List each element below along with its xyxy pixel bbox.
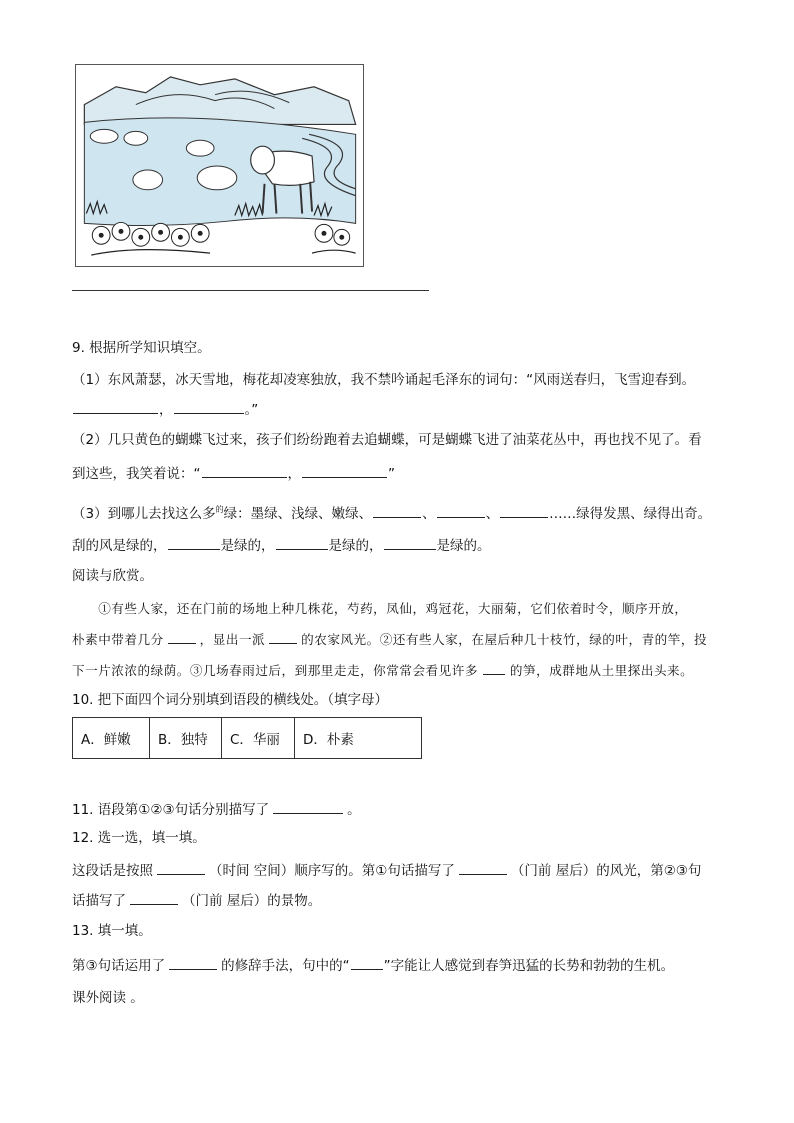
q9-p3-line1 [72,501,711,523]
p2-text: 到这些，我笑着说：“ [72,466,201,482]
q12-text: 话描写了 [72,893,126,909]
blank[interactable] [500,503,548,518]
extra-reading-heading: 课外阅读 。 [72,990,144,1006]
blank[interactable] [168,535,220,550]
passage-text: 下一片浓浓的绿荫。③几场春雨过后，到那里走走，你常常会看见许多 [72,663,478,678]
passage-text: 的笋，成群地从土里探出头来。 [509,663,694,678]
passage-line-1: ①有些人家，还在门前的场地上种几株花，芍药，凤仙，鸡冠花，大丽菊，它们依着时令，顺序开放， [72,601,688,616]
passage-text: 的农家风光。②还有些人家，在屋后种几十枝竹，绿的叶，青的竿，投 [301,632,708,647]
p3-text: （3）到哪儿去找这么多 [72,506,216,522]
blank[interactable] [202,463,287,478]
p3-text-mid: 绿：墨绿、浅绿、嫩绿、 [223,506,373,522]
blank[interactable] [437,503,485,518]
q9-title: 9. 根据所学知识填空。 [72,340,211,356]
option-a[interactable]: A．鲜嫩 [73,718,150,759]
q13-line [72,955,674,975]
q12-title: 12. 选一选，填一填。 [72,830,206,846]
p3-line2-mid: 是绿的， [220,538,275,554]
blank[interactable] [269,629,297,644]
blank[interactable] [130,890,178,905]
reading-passage [72,593,732,686]
p3-line2-end: 是绿的。 [436,538,491,554]
blank[interactable] [168,629,196,644]
q11-end: 。 [347,802,361,818]
passage-text: 朴素中带着几分 [72,632,164,647]
q11-text: 11. 语段第①②③句话分别描写了 [72,802,270,818]
q10-options-table [72,717,422,759]
separator: 、 [485,506,500,522]
passage-line-2 [72,624,732,655]
option-c[interactable]: C．华丽 [222,718,295,759]
reading-heading: 阅读与欣赏。 [72,568,153,584]
q9-p3-line2 [72,535,491,555]
q12-text: （门前 屋后）的景物。 [182,893,322,909]
q12-text: （门前 屋后）的风光，第②③句 [510,863,702,879]
q9-p2-line2 [72,463,395,483]
passage-line-3 [72,655,732,686]
q12-line2 [72,890,321,910]
blank[interactable] [459,860,507,875]
passage-text: ，显出一派 [199,632,266,647]
q12-text: 这段话是按照 [72,863,153,879]
option-d[interactable]: D．朴素 [295,718,422,759]
p3-small-char: 的 [215,505,224,514]
p3-line2-text: 刮的风是绿的， [72,538,167,554]
blank[interactable] [157,860,205,875]
blank[interactable] [302,463,387,478]
blank[interactable] [73,399,158,414]
blank[interactable] [273,799,343,814]
closing-quote: ” [388,466,395,482]
option-b[interactable]: B．独特 [150,718,222,759]
q12-line1 [72,860,701,880]
blank[interactable] [276,535,328,550]
q9-p1-line2 [72,399,258,419]
pasture-scene-image [76,65,363,266]
q12-text: （时间 空间）顺序写的。第①句话描写了 [209,863,455,879]
blank[interactable] [169,955,217,970]
answer-line[interactable] [72,290,429,291]
blank[interactable] [174,399,244,414]
separator: ， [159,402,173,418]
q11-line [72,799,361,819]
q13-text: 的修辞手法，句中的“ [221,958,350,974]
q13-title: 13. 填一填。 [72,923,152,939]
blank[interactable] [373,503,421,518]
q10-title: 10. 把下面四个词分别填到语段的横线处。（填字母） [72,692,389,708]
blank[interactable] [351,955,383,970]
separator: ， [287,466,301,482]
q9-p1-line1: （1）东风萧瑟，冰天雪地，梅花却凌寒独放，我不禁吟诵起毛泽东的词句：“风雨送春归，飞雪迎春到。 [72,372,696,388]
p3-text-end: ……绿得发黑、绿得出奇。 [549,506,712,522]
separator: 、 [422,506,436,522]
q13-text: ”字能让人感觉到春笋迅猛的长势和勃勃的生机。 [383,958,675,974]
blank[interactable] [483,660,505,675]
closing-text: 。” [244,402,259,418]
p3-line2-mid: 是绿的， [328,538,383,554]
q13-text: 第③句话运用了 [72,958,166,974]
q9-p2-line1: （2）几只黄色的蝴蝶飞过来，孩子们纷纷跑着去追蝴蝶，可是蝴蝶飞进了油菜花丛中，再也找不见了。看 [72,432,702,448]
pasture-illustration [75,64,364,267]
blank[interactable] [384,535,436,550]
